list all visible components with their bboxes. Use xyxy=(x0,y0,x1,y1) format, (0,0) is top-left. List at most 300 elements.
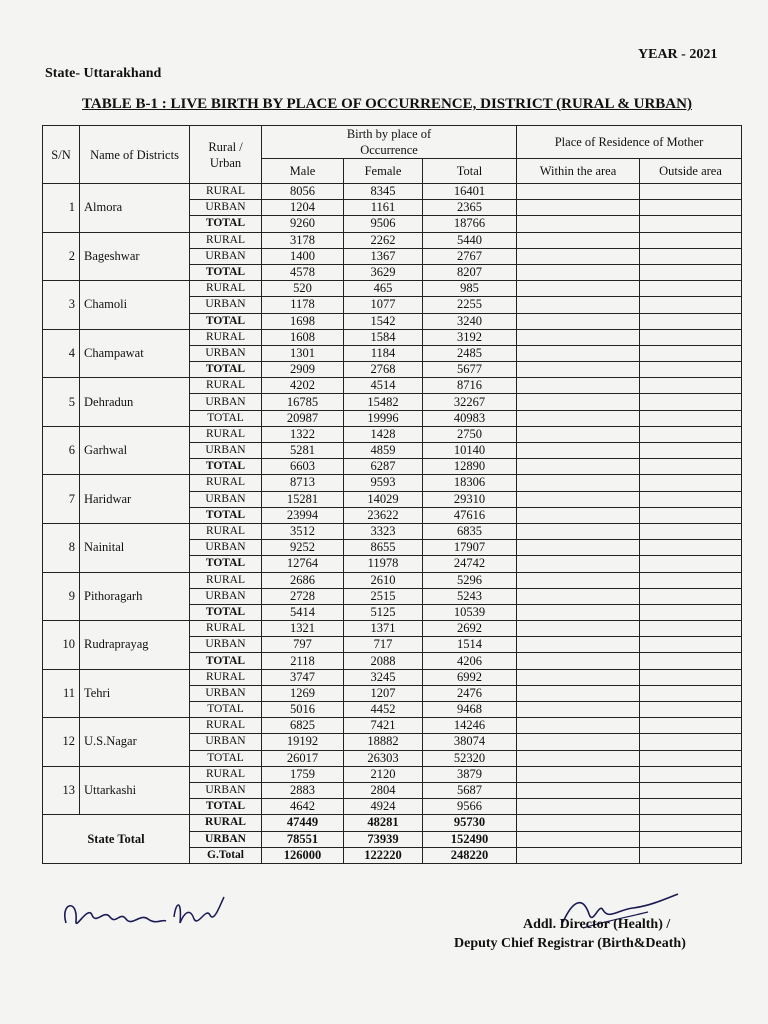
male-count: 5016 xyxy=(262,702,344,718)
area-type: TOTAL xyxy=(190,799,262,815)
female-count: 2515 xyxy=(344,588,423,604)
area-type: G.Total xyxy=(190,847,262,863)
outside-area-value xyxy=(640,281,742,297)
total-count: 2767 xyxy=(423,248,517,264)
total-count: 16401 xyxy=(423,184,517,200)
outside-area-value xyxy=(640,345,742,361)
total-count: 2365 xyxy=(423,200,517,216)
area-type: URBAN xyxy=(190,637,262,653)
area-type: URBAN xyxy=(190,394,262,410)
total-count: 47616 xyxy=(423,507,517,523)
total-count: 3879 xyxy=(423,766,517,782)
outside-area-value xyxy=(640,362,742,378)
male-count: 1269 xyxy=(262,685,344,701)
within-area-value xyxy=(517,264,640,280)
district-name: Chamoli xyxy=(80,281,190,330)
outside-area-value xyxy=(640,685,742,701)
male-count: 5281 xyxy=(262,443,344,459)
male-count: 1608 xyxy=(262,329,344,345)
outside-area-value xyxy=(640,410,742,426)
area-type: RURAL xyxy=(190,815,262,831)
header-total: Total xyxy=(423,159,517,184)
header-sn: S/N xyxy=(43,126,80,184)
male-count: 9260 xyxy=(262,216,344,232)
area-type: RURAL xyxy=(190,329,262,345)
female-count: 717 xyxy=(344,637,423,653)
district-sn: 7 xyxy=(43,475,80,524)
male-count: 19192 xyxy=(262,734,344,750)
male-count: 3747 xyxy=(262,669,344,685)
area-type: URBAN xyxy=(190,782,262,798)
female-count: 4514 xyxy=(344,378,423,394)
within-area-value xyxy=(517,637,640,653)
within-area-value xyxy=(517,799,640,815)
female-count: 9506 xyxy=(344,216,423,232)
area-type: TOTAL xyxy=(190,653,262,669)
outside-area-value xyxy=(640,588,742,604)
district-sn: 5 xyxy=(43,378,80,427)
area-type: RURAL xyxy=(190,572,262,588)
outside-area-value xyxy=(640,621,742,637)
within-area-value xyxy=(517,216,640,232)
outside-area-value xyxy=(640,394,742,410)
male-count: 1322 xyxy=(262,426,344,442)
district-name: Nainital xyxy=(80,523,190,572)
area-type: URBAN xyxy=(190,588,262,604)
outside-area-value xyxy=(640,637,742,653)
within-area-value xyxy=(517,394,640,410)
area-type: TOTAL xyxy=(190,264,262,280)
female-count: 1428 xyxy=(344,426,423,442)
table-row xyxy=(43,572,742,588)
table-row xyxy=(43,669,742,685)
area-type: TOTAL xyxy=(190,507,262,523)
male-count: 4202 xyxy=(262,378,344,394)
district-sn: 13 xyxy=(43,766,80,815)
female-count: 4859 xyxy=(344,443,423,459)
female-count: 18882 xyxy=(344,734,423,750)
total-count: 4206 xyxy=(423,653,517,669)
female-count: 2262 xyxy=(344,232,423,248)
male-count: 9252 xyxy=(262,540,344,556)
outside-area-value xyxy=(640,507,742,523)
district-sn: 12 xyxy=(43,718,80,767)
district-sn: 10 xyxy=(43,621,80,670)
within-area-value xyxy=(517,345,640,361)
area-type: TOTAL xyxy=(190,410,262,426)
male-count: 2883 xyxy=(262,782,344,798)
female-count: 2768 xyxy=(344,362,423,378)
table-title: TABLE B-1 : LIVE BIRTH BY PLACE OF OCCURRENCE, DISTRICT (RURAL & URBAN) xyxy=(82,96,692,112)
area-type: RURAL xyxy=(190,766,262,782)
district-name: U.S.Nagar xyxy=(80,718,190,767)
area-type: RURAL xyxy=(190,718,262,734)
within-area-value xyxy=(517,362,640,378)
total-count: 248220 xyxy=(423,847,517,863)
outside-area-value xyxy=(640,216,742,232)
female-count: 23622 xyxy=(344,507,423,523)
table-row xyxy=(43,766,742,782)
within-area-value xyxy=(517,718,640,734)
female-count: 14029 xyxy=(344,491,423,507)
area-type: URBAN xyxy=(190,297,262,313)
outside-area-value xyxy=(640,766,742,782)
total-count: 9468 xyxy=(423,702,517,718)
male-count: 4642 xyxy=(262,799,344,815)
total-count: 9566 xyxy=(423,799,517,815)
area-type: TOTAL xyxy=(190,702,262,718)
district-name: Rudraprayag xyxy=(80,621,190,670)
area-type: URBAN xyxy=(190,491,262,507)
female-count: 9593 xyxy=(344,475,423,491)
district-name: Tehri xyxy=(80,669,190,718)
area-type: RURAL xyxy=(190,184,262,200)
table-row xyxy=(43,232,742,248)
female-count: 73939 xyxy=(344,831,423,847)
male-count: 126000 xyxy=(262,847,344,863)
within-area-value xyxy=(517,523,640,539)
outside-area-value xyxy=(640,604,742,620)
outside-area-value xyxy=(640,378,742,394)
female-count: 8345 xyxy=(344,184,423,200)
female-count: 3245 xyxy=(344,669,423,685)
area-type: URBAN xyxy=(190,734,262,750)
female-count: 1542 xyxy=(344,313,423,329)
outside-area-value xyxy=(640,523,742,539)
male-count: 16785 xyxy=(262,394,344,410)
male-count: 5414 xyxy=(262,604,344,620)
male-count: 797 xyxy=(262,637,344,653)
within-area-value xyxy=(517,604,640,620)
female-count: 2120 xyxy=(344,766,423,782)
male-count: 2686 xyxy=(262,572,344,588)
female-count: 19996 xyxy=(344,410,423,426)
female-count: 122220 xyxy=(344,847,423,863)
male-count: 3512 xyxy=(262,523,344,539)
district-sn: 9 xyxy=(43,572,80,621)
outside-area-value xyxy=(640,847,742,863)
female-count: 1161 xyxy=(344,200,423,216)
within-area-value xyxy=(517,200,640,216)
table-row xyxy=(43,378,742,394)
area-type: RURAL xyxy=(190,621,262,637)
header-rural-urban: Rural / Urban xyxy=(190,126,262,184)
within-area-value xyxy=(517,831,640,847)
designation-line-1: Addl. Director (Health) / xyxy=(523,917,671,932)
area-type: TOTAL xyxy=(190,750,262,766)
male-count: 6825 xyxy=(262,718,344,734)
total-count: 40983 xyxy=(423,410,517,426)
within-area-value xyxy=(517,281,640,297)
outside-area-value xyxy=(640,540,742,556)
district-name: Dehradun xyxy=(80,378,190,427)
area-type: RURAL xyxy=(190,426,262,442)
area-type: URBAN xyxy=(190,540,262,556)
district-name: Pithoragarh xyxy=(80,572,190,621)
within-area-value xyxy=(517,847,640,863)
district-name: Almora xyxy=(80,184,190,233)
area-type: TOTAL xyxy=(190,313,262,329)
total-count: 6992 xyxy=(423,669,517,685)
district-name: Champawat xyxy=(80,329,190,378)
male-count: 23994 xyxy=(262,507,344,523)
handwritten-signatures xyxy=(58,893,238,943)
total-count: 5440 xyxy=(423,232,517,248)
table-row xyxy=(43,426,742,442)
within-area-value xyxy=(517,248,640,264)
table-row xyxy=(43,621,742,637)
total-count: 8716 xyxy=(423,378,517,394)
total-count: 14246 xyxy=(423,718,517,734)
total-count: 3240 xyxy=(423,313,517,329)
district-sn: 8 xyxy=(43,523,80,572)
female-count: 1584 xyxy=(344,329,423,345)
table-row xyxy=(43,281,742,297)
area-type: URBAN xyxy=(190,831,262,847)
within-area-value xyxy=(517,426,640,442)
live-birth-table xyxy=(42,125,742,864)
outside-area-value xyxy=(640,782,742,798)
table-row xyxy=(43,523,742,539)
male-count: 2909 xyxy=(262,362,344,378)
female-count: 1207 xyxy=(344,685,423,701)
area-type: RURAL xyxy=(190,669,262,685)
within-area-value xyxy=(517,766,640,782)
male-count: 4578 xyxy=(262,264,344,280)
within-area-value xyxy=(517,184,640,200)
female-count: 3629 xyxy=(344,264,423,280)
district-name: Garhwal xyxy=(80,426,190,475)
outside-area-value xyxy=(640,491,742,507)
total-count: 24742 xyxy=(423,556,517,572)
within-area-value xyxy=(517,410,640,426)
district-sn: 11 xyxy=(43,669,80,718)
state-label: State- Uttarakhand xyxy=(45,66,162,81)
within-area-value xyxy=(517,459,640,475)
outside-area-value xyxy=(640,200,742,216)
outside-area-value xyxy=(640,750,742,766)
designation-line-2: Deputy Chief Registrar (Birth&Death) xyxy=(454,936,686,951)
total-count: 32267 xyxy=(423,394,517,410)
within-area-value xyxy=(517,443,640,459)
outside-area-value xyxy=(640,264,742,280)
male-count: 520 xyxy=(262,281,344,297)
within-area-value xyxy=(517,507,640,523)
header-birth-by-place: Birth by place of Occurrence xyxy=(262,126,517,159)
within-area-value xyxy=(517,540,640,556)
female-count: 4924 xyxy=(344,799,423,815)
outside-area-value xyxy=(640,718,742,734)
within-area-value xyxy=(517,653,640,669)
district-name: Uttarkashi xyxy=(80,766,190,815)
female-count: 11978 xyxy=(344,556,423,572)
male-count: 2118 xyxy=(262,653,344,669)
table-row xyxy=(43,184,742,200)
total-count: 5677 xyxy=(423,362,517,378)
within-area-value xyxy=(517,475,640,491)
male-count: 47449 xyxy=(262,815,344,831)
male-count: 20987 xyxy=(262,410,344,426)
area-type: URBAN xyxy=(190,248,262,264)
total-count: 2485 xyxy=(423,345,517,361)
total-count: 10140 xyxy=(423,443,517,459)
within-area-value xyxy=(517,782,640,798)
male-count: 12764 xyxy=(262,556,344,572)
header-within-area: Within the area xyxy=(517,159,640,184)
female-count: 2610 xyxy=(344,572,423,588)
male-count: 1301 xyxy=(262,345,344,361)
header-outside-area: Outside area xyxy=(640,159,742,184)
area-type: RURAL xyxy=(190,232,262,248)
female-count: 3323 xyxy=(344,523,423,539)
outside-area-value xyxy=(640,443,742,459)
total-count: 29310 xyxy=(423,491,517,507)
area-type: URBAN xyxy=(190,200,262,216)
male-count: 6603 xyxy=(262,459,344,475)
total-count: 2255 xyxy=(423,297,517,313)
male-count: 8713 xyxy=(262,475,344,491)
outside-area-value xyxy=(640,459,742,475)
header-district-name: Name of Districts xyxy=(80,126,190,184)
area-type: URBAN xyxy=(190,443,262,459)
total-count: 5243 xyxy=(423,588,517,604)
male-count: 15281 xyxy=(262,491,344,507)
outside-area-value xyxy=(640,184,742,200)
area-type: URBAN xyxy=(190,345,262,361)
district-name: Haridwar xyxy=(80,475,190,524)
total-count: 17907 xyxy=(423,540,517,556)
male-count: 1698 xyxy=(262,313,344,329)
within-area-value xyxy=(517,588,640,604)
female-count: 26303 xyxy=(344,750,423,766)
outside-area-value xyxy=(640,313,742,329)
outside-area-value xyxy=(640,815,742,831)
within-area-value xyxy=(517,297,640,313)
male-count: 1400 xyxy=(262,248,344,264)
district-sn: 3 xyxy=(43,281,80,330)
within-area-value xyxy=(517,815,640,831)
total-count: 8207 xyxy=(423,264,517,280)
within-area-value xyxy=(517,572,640,588)
outside-area-value xyxy=(640,831,742,847)
table-row xyxy=(43,718,742,734)
total-count: 985 xyxy=(423,281,517,297)
within-area-value xyxy=(517,750,640,766)
male-count: 1321 xyxy=(262,621,344,637)
outside-area-value xyxy=(640,669,742,685)
outside-area-value xyxy=(640,248,742,264)
total-count: 52320 xyxy=(423,750,517,766)
female-count: 15482 xyxy=(344,394,423,410)
within-area-value xyxy=(517,702,640,718)
male-count: 78551 xyxy=(262,831,344,847)
header-female: Female xyxy=(344,159,423,184)
within-area-value xyxy=(517,669,640,685)
outside-area-value xyxy=(640,734,742,750)
total-count: 2476 xyxy=(423,685,517,701)
total-count: 2692 xyxy=(423,621,517,637)
outside-area-value xyxy=(640,572,742,588)
total-count: 2750 xyxy=(423,426,517,442)
male-count: 8056 xyxy=(262,184,344,200)
outside-area-value xyxy=(640,702,742,718)
state-total-label: State Total xyxy=(43,815,190,864)
total-count: 10539 xyxy=(423,604,517,620)
within-area-value xyxy=(517,378,640,394)
outside-area-value xyxy=(640,799,742,815)
total-count: 18766 xyxy=(423,216,517,232)
area-type: RURAL xyxy=(190,281,262,297)
within-area-value xyxy=(517,329,640,345)
female-count: 6287 xyxy=(344,459,423,475)
female-count: 465 xyxy=(344,281,423,297)
within-area-value xyxy=(517,621,640,637)
area-type: RURAL xyxy=(190,378,262,394)
total-count: 5296 xyxy=(423,572,517,588)
female-count: 48281 xyxy=(344,815,423,831)
outside-area-value xyxy=(640,475,742,491)
outside-area-value xyxy=(640,653,742,669)
area-type: TOTAL xyxy=(190,362,262,378)
area-type: TOTAL xyxy=(190,604,262,620)
within-area-value xyxy=(517,232,640,248)
female-count: 1184 xyxy=(344,345,423,361)
table-row xyxy=(43,475,742,491)
female-count: 5125 xyxy=(344,604,423,620)
within-area-value xyxy=(517,491,640,507)
male-count: 26017 xyxy=(262,750,344,766)
female-count: 1077 xyxy=(344,297,423,313)
within-area-value xyxy=(517,734,640,750)
outside-area-value xyxy=(640,329,742,345)
male-count: 1759 xyxy=(262,766,344,782)
total-count: 3192 xyxy=(423,329,517,345)
total-count: 1514 xyxy=(423,637,517,653)
total-count: 38074 xyxy=(423,734,517,750)
total-count: 6835 xyxy=(423,523,517,539)
header-place-of-residence: Place of Residence of Mother xyxy=(517,126,742,159)
area-type: URBAN xyxy=(190,685,262,701)
outside-area-value xyxy=(640,556,742,572)
area-type: TOTAL xyxy=(190,216,262,232)
male-count: 3178 xyxy=(262,232,344,248)
female-count: 2088 xyxy=(344,653,423,669)
male-count: 1204 xyxy=(262,200,344,216)
total-count: 5687 xyxy=(423,782,517,798)
district-sn: 4 xyxy=(43,329,80,378)
outside-area-value xyxy=(640,297,742,313)
female-count: 2804 xyxy=(344,782,423,798)
table-row xyxy=(43,329,742,345)
area-type: RURAL xyxy=(190,523,262,539)
female-count: 1367 xyxy=(344,248,423,264)
total-count: 95730 xyxy=(423,815,517,831)
within-area-value xyxy=(517,556,640,572)
year-label: YEAR - 2021 xyxy=(638,47,718,62)
total-count: 152490 xyxy=(423,831,517,847)
total-count: 18306 xyxy=(423,475,517,491)
district-name: Bageshwar xyxy=(80,232,190,281)
within-area-value xyxy=(517,313,640,329)
male-count: 2728 xyxy=(262,588,344,604)
outside-area-value xyxy=(640,426,742,442)
female-count: 8655 xyxy=(344,540,423,556)
district-sn: 2 xyxy=(43,232,80,281)
total-count: 12890 xyxy=(423,459,517,475)
header-male: Male xyxy=(262,159,344,184)
area-type: TOTAL xyxy=(190,459,262,475)
area-type: TOTAL xyxy=(190,556,262,572)
